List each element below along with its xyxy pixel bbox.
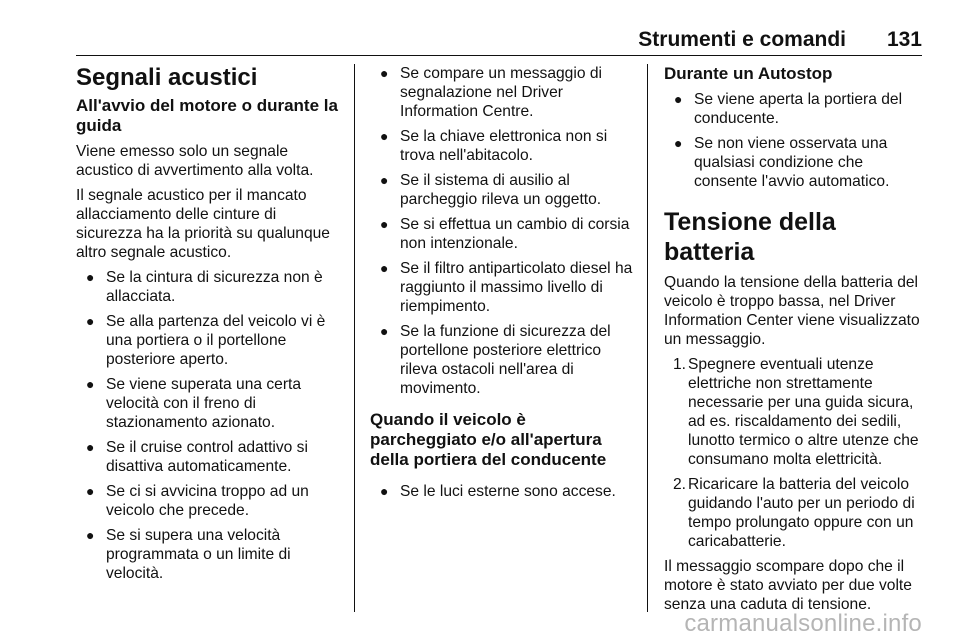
heading-tensione-batteria: Tensione della batteria <box>664 208 836 266</box>
paragraph: Quando la tensione della batteria del veicolo è troppo bassa, nel Driver Information Center viene visualizzato un messaggio. <box>664 274 920 348</box>
paragraph: Il segnale acustico per il mancato allacciamento delle cinture di sicurezza ha la priorità su qualunque altro segnale acustico. <box>76 187 330 261</box>
list-item: ● Se alla partenza del veicolo vi è una portiera o il portellone posteriore aperto. <box>86 313 326 368</box>
subheading-veicolo-parcheggiato: Quando il veicolo è parcheggiato e/o all'apertura della portiera del conducente <box>370 410 607 469</box>
list-item: 2. Ricaricare la batteria del veicolo guidando l'auto per un periodo di tempo prolungato oppure con un caricabatterie. <box>673 476 915 550</box>
list-item: ● Se il sistema di ausilio al parcheggio rileva un oggetto. <box>380 172 602 208</box>
bullet-icon: ● <box>86 483 95 499</box>
page-number: 131 <box>886 28 922 51</box>
header-rule <box>76 55 922 56</box>
list-item: ● Se la funzione di sicurezza del portellone posteriore elettrico rileva ostacoli nell'area di movimento. <box>380 323 611 397</box>
watermark: carmanualsonline.info <box>684 610 922 637</box>
list-item: ● Se la chiave elettronica non si trova nell'abitacolo. <box>380 128 608 164</box>
bullet-icon: ● <box>380 172 389 188</box>
bullet-icon: ● <box>86 527 95 543</box>
bullet-list <box>76 268 344 583</box>
bullet-list <box>370 482 634 501</box>
bullet-icon: ● <box>674 91 683 107</box>
list-item: ● Se le luci esterne sono accese. <box>380 483 616 500</box>
numbered-list <box>664 355 926 551</box>
list-item: ● Se il cruise control adattivo si disattiva automaticamente. <box>86 439 308 475</box>
list-item: ● Se si effettua un cambio di corsia non intenzionale. <box>380 216 630 252</box>
bullet-icon: ● <box>380 483 389 499</box>
paragraph: Il messaggio scompare dopo che il motore è stato avviato per due volte senza una caduta di tensione. <box>664 558 912 613</box>
bullet-icon: ● <box>86 376 95 392</box>
bullet-icon: ● <box>86 313 95 329</box>
bullet-icon: ● <box>380 128 389 144</box>
column-1 <box>76 64 344 589</box>
column-divider-1 <box>354 64 355 612</box>
column-divider-2 <box>647 64 648 612</box>
section-title: Strumenti e comandi <box>638 28 846 51</box>
bullet-list <box>664 90 926 191</box>
list-item: ● Se la cintura di sicurezza non è allacciata. <box>86 269 323 305</box>
bullet-icon: ● <box>380 216 389 232</box>
list-item: ● Se il filtro antiparticolato diesel ha raggiunto il massimo livello di riempimento. <box>380 260 633 315</box>
paragraph: Viene emesso solo un segnale acustico di avvertimento alla volta. <box>76 143 314 179</box>
list-item: ● Se si supera una velocità programmata o un limite di velocità. <box>86 527 291 582</box>
bullet-icon: ● <box>380 260 389 276</box>
bullet-icon: ● <box>86 269 95 285</box>
list-item: ● Se non viene osservata una qualsiasi condizione che consente l'avvio automatico. <box>674 135 890 190</box>
bullet-icon: ● <box>86 439 95 455</box>
list-item: ● Se viene aperta la portiera del conducente. <box>674 91 903 127</box>
list-item: ● Se compare un messaggio di segnalazione nel Driver Information Centre. <box>380 65 602 120</box>
list-item: 1. Spegnere eventuali utenze elettriche non strettamente necessarie per una guida sicura, ad es. riscaldamento dei sedili, lunotto termico o altre utenze che consumano molta elettricità. <box>673 356 919 468</box>
list-item: ● Se viene superata una certa velocità con il freno di stazionamento azionato. <box>86 376 302 431</box>
bullet-list <box>370 64 634 398</box>
list-item: ● Se ci si avvicina troppo ad un veicolo che precede. <box>86 483 309 519</box>
bullet-icon: ● <box>380 65 389 81</box>
column-2 <box>370 64 634 507</box>
heading-segnali-acustici: Segnali acustici <box>76 64 258 91</box>
subheading-autostop: Durante un Autostop <box>664 64 833 83</box>
page-header <box>0 0 960 50</box>
column-3 <box>664 64 926 620</box>
bullet-icon: ● <box>674 135 683 151</box>
subheading-avvio-motore: All'avvio del motore o durante la guida <box>76 96 338 135</box>
bullet-icon: ● <box>380 323 389 339</box>
